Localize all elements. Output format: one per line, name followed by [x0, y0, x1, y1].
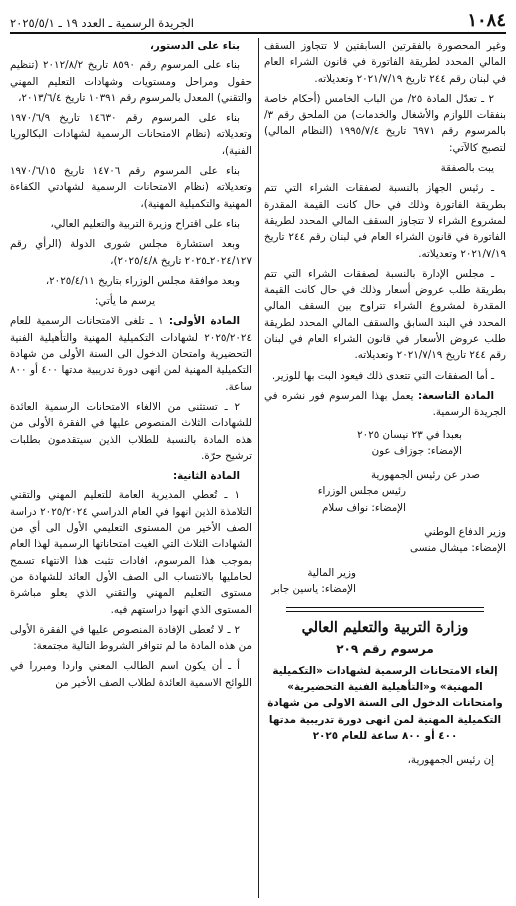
page-header — [10, 6, 506, 34]
paragraph: بناء على المرسوم رقم ١٤٦٣٠ تاريخ ١٩٧٠/٦/٩ وتعديلاته (نظام الامتحانات الرسمية لشهادات البكالوريا الفنية)، — [10, 112, 252, 157]
finance-minister-signature: الإمضاء: ياسين جابر — [271, 582, 356, 595]
paragraph: ٢ ـ لا تُعطى الإفادة المنصوص عليها في الفقرة الأولى من هذه المادة ما لم تتوافر الشروط التالية مجتمعة: — [10, 623, 252, 653]
article-text: ١ ـ تلغى الامتحانات الرسمية للعام ٢٠٢٥/٢٠٢٤ لشهادات التكميلية المهنية والتأهيلية الفنية التحضيرية وامتحان الدخول الى السنة الأولى من شهادة التكميلية المهنية لمن انهى دورة تدريبية مدتها ٤٠٠ أو ٨٠٠ ساعة. — [10, 315, 252, 393]
president-line: إن رئيس الجمهورية، — [407, 754, 494, 767]
article-nine — [264, 388, 506, 421]
article-two-label: المادة الثانية: — [172, 470, 240, 483]
article-label: المادة الأولى: — [168, 315, 240, 328]
article-one — [10, 313, 252, 394]
signature-date: بعبدا في ٢٣ نيسان ٢٠٢٥ — [357, 428, 462, 441]
ministry-rule — [286, 607, 484, 612]
paragraph: وغير المحصورة بالفقرتين السابقتين لا تتجاوز السقف المالي المحدد لطريقة الفاتورة في قانون الشراء العام في لبنان رقم ٢٤٤ تاريخ ٢٠٢١/٧/١٩ وتعديلاته. — [264, 40, 506, 85]
left-column — [10, 38, 252, 695]
paragraph: ٢ ـ تستثنى من الالغاء الامتحانات الرسمية العائدة للشهادات الثلاث المنصوص عليها في الفقرة الأولى من هذه المادة بالنسبة للطلاب الذين سيتقدمون بطلبات ترشيح حرّة. — [10, 400, 252, 462]
finance-minister-title: وزير المالية — [307, 566, 356, 579]
paragraph: ـ أما الصفقات التي تتعدى ذلك فيعود البت بها للوزير. — [271, 369, 494, 382]
paragraph: أ ـ أن يكون اسم الطالب المعني واردا ومبررا في اللوائح الاسمية العائدة لطلاب الصف الأخير من — [10, 660, 252, 689]
ministry-heading: وزارة التربية والتعليم العالي — [301, 619, 469, 637]
article-label: المادة التاسعة: — [417, 389, 494, 402]
paragraph: ـ مجلس الإدارة بالنسبة لصفقات الشراء التي تتم بطريقة طلب عروض أسعار وذلك في حال كانت القيمة المقدرة لمشروع الشراء تتراوح بين السقف المالي المحدد في البند السابق والسقف المالي المحدد لطريقة طلب عروض الأسعار في قانون الشراء العام في لبنان رقم ٢٤٤ تاريخ ٢٠٢١/٧/١٩ وتعديلاته. — [264, 267, 506, 362]
paragraph: يبت بالصفقة — [440, 162, 494, 175]
paragraph: بناء على المرسوم رقم ١٤٧٠٦ تاريخ ١٩٧٠/٦/١٥ وتعديلاته (نظام الامتحانات الرسمية لشهادتي الكفاءة المهنية والتكميلية المهنية)، — [10, 165, 252, 210]
paragraph: ٢ ـ تعدّل المادة ٢٥/ من الباب الخامس (أحكام خاصة بنفقات اللوازم والأشغال والخدمات) من الملحق رقم ٣/ بالمرسوم رقم ٦٩٧١ تاريخ ١٩٩٥/٧/٤ (النظام المالي) لتصبح كالآتي: — [264, 92, 506, 154]
issue-title: الجريدة الرسمية ـ العدد ١٩ ـ ٢٠٢٥/٥/١ — [10, 16, 194, 30]
president-signature: الإمضاء: جوزاف عون — [371, 444, 462, 457]
defense-minister-title: وزير الدفاع الوطني — [424, 526, 506, 539]
decree-title: مرسوم رقم ٢٠٩ — [336, 641, 434, 656]
paragraph: ١ ـ تُعطي المديرية العامة للتعليم المهني والتقني التلامذة الذين انهوا في العام الدراسي ٢٠٢٥/٢٠٢٤ دراسة الصف الأخير من المستوى التعليمي الأول الى أي من الشهادات الثلاث التي الغيت امتحاناتها الرسمية لهذا العام بموجب هذا المرسوم، افادات تثبت هذا الانتهاء تسمح لحامليها بالانتساب الى الصف الأول العائد للشهادة من مستوى التعليم المهني والتقني الذي يعلو مباشرة المستوى الذي انهوا دراستهم فيه. — [10, 489, 252, 616]
column-divider — [258, 38, 259, 898]
constitution-line: بناء على الدستور، — [150, 40, 240, 52]
paragraph: ـ رئيس الجهاز بالنسبة لصفقات الشراء التي تتم بطريقة الفاتورة وذلك في حال كانت القيمة المقدرة لمشروع الشراء لا تتجاوز السقف المالي المحدد لطريقة الفاتورة في قانون الشراء العام في لبنان رقم ٢٤٤ تاريخ ٢٠٢١/٧/١٩ وتعديلاته. — [264, 182, 506, 260]
paragraph: بناء على المرسوم رقم ٨٥٩٠ تاريخ ٢٠١٢/٨/٢ (تنظيم حقول ومراحل ومستويات وشهادات التعليم المهني والتقني) المعدل بالمرسوم رقم ١٠٣٩١ تاريخ ٢٠١٣/٦/٤، — [10, 59, 252, 104]
pm-title: رئيس مجلس الوزراء — [317, 485, 406, 498]
paragraph: وبعد موافقة مجلس الوزراء بتاريخ ٢٠٢٥/٤/١١، — [45, 274, 240, 287]
decree-subject: إلغاء الامتحانات الرسمية لشهادات «التكميلية المهنية» و«التأهيلية الفنية التحضيرية» وامتحانات الدخول الى السنة الاولى من شهادة التكميلية المهنية لمن انهى دورة تدريبية مدتها ٤٠٠ أو ٨٠٠ ساعة للعام ٢٠٢٥ — [267, 664, 503, 742]
article-text: يعمل بهذا المرسوم فور نشره في الجريدة الرسمية. — [264, 389, 506, 419]
decrees-line: يرسم ما يأتي: — [94, 295, 156, 308]
right-column — [264, 38, 506, 773]
page-number: ١٠٨٤ — [467, 10, 506, 31]
pm-signature: الإمضاء: نواف سلام — [321, 501, 406, 514]
defense-minister-signature: الإمضاء: ميشال منسى — [410, 542, 506, 555]
paragraph: بناء على اقتراح وزيرة التربية والتعليم العالي، — [50, 217, 240, 230]
issued-by: صدر عن رئيس الجمهورية — [370, 469, 480, 482]
paragraph: وبعد استشارة مجلس شورى الدولة (الرأي رقم ٢٠٢٤/١٢٧ـ٢٠٢٥ تاريخ ٢٠٢٥/٤/٨)، — [10, 238, 252, 267]
